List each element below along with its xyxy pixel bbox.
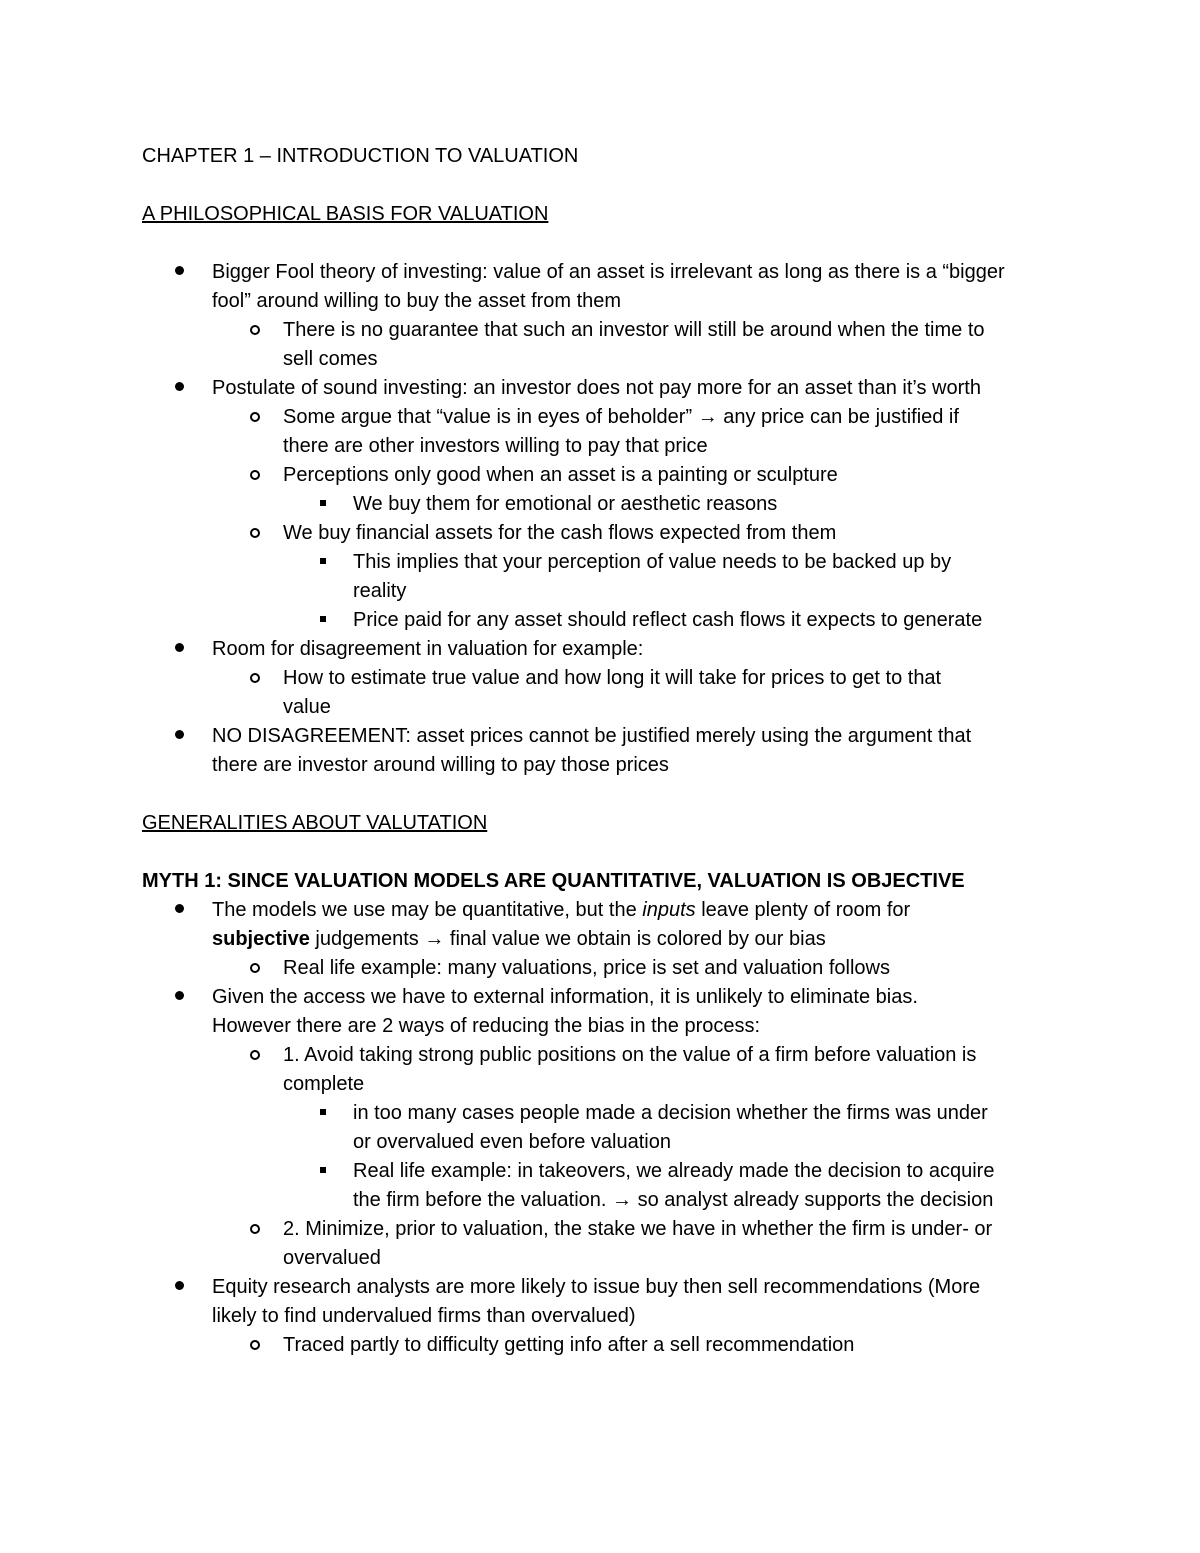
bullet-ring-icon [250, 325, 260, 335]
section-heading-generalities: GENERALITIES ABOUT VALUTATION [142, 812, 488, 834]
list-item: 1. Avoid taking strong public positions on the value of a firm before valuation is [283, 1044, 977, 1066]
list-item-text: leave plenty of room for [701, 899, 911, 921]
bullet-ring-icon [250, 1050, 260, 1060]
list-item: Perceptions only good when an asset is a painting or sculpture [283, 464, 838, 486]
arrow-right-icon: → [697, 406, 718, 428]
list-item-continuation: likely to find undervalued firms than overvalued) [212, 1305, 636, 1327]
list-item-text: final value we obtain is colored by our bias [449, 928, 826, 950]
list-item-text: The models we use may be quantitative, but the [212, 899, 637, 921]
list-item: Real life example: many valuations, price is set and valuation follows [283, 957, 890, 979]
list-item-continuation: However there are 2 ways of reducing the bias in the process: [212, 1015, 761, 1037]
list-item-continuation: complete [283, 1073, 365, 1095]
bullet-ring-icon [250, 528, 260, 538]
bullet-dot-icon [175, 382, 184, 391]
bullet-square-icon [320, 500, 326, 506]
list-item-text: Some argue that “value is in eyes of beholder” [283, 406, 693, 428]
bullet-dot-icon [175, 1281, 184, 1290]
bullet-dot-icon [175, 643, 184, 652]
list-item: Price paid for any asset should reflect cash flows it expects to generate [353, 609, 983, 631]
list-item-continuation: fool” around willing to buy the asset from them [212, 290, 622, 312]
list-item-text: judgements [315, 928, 419, 950]
list-item: in too many cases people made a decision whether the firms was under [353, 1102, 988, 1124]
bullet-ring-icon [250, 470, 260, 480]
list-item: Traced partly to difficulty getting info after a sell recommendation [283, 1334, 855, 1356]
bullet-dot-icon [175, 730, 184, 739]
list-item-continuation [353, 1186, 993, 1215]
list-item: This implies that your perception of value needs to be backed up by [353, 551, 952, 573]
chapter-title: CHAPTER 1 – INTRODUCTION TO VALUATION [142, 145, 579, 167]
list-item-text: so analyst already supports the decision [637, 1189, 994, 1211]
bullet-ring-icon [250, 1340, 260, 1350]
list-item: NO DISAGREEMENT: asset prices cannot be justified merely using the argument that [212, 725, 972, 747]
list-item [212, 896, 910, 925]
bullet-ring-icon [250, 673, 260, 683]
list-item-continuation: overvalued [283, 1247, 381, 1269]
list-item-continuation: there are investor around willing to pay those prices [212, 754, 669, 776]
list-item: How to estimate true value and how long it will take for prices to get to that [283, 667, 942, 689]
bullet-square-icon [320, 558, 326, 564]
list-item: Bigger Fool theory of investing: value of an asset is irrelevant as long as there is a “bigger [212, 261, 1005, 283]
arrow-right-icon: → [612, 1189, 633, 1211]
bullet-ring-icon [250, 963, 260, 973]
emphasis-text: inputs [642, 899, 696, 921]
list-item: Room for disagreement in valuation for example: [212, 638, 644, 660]
list-item: We buy financial assets for the cash flows expected from them [283, 522, 837, 544]
bullet-ring-icon [250, 1224, 260, 1234]
list-item: Postulate of sound investing: an investor does not pay more for an asset than it’s worth [212, 377, 981, 399]
list-item-continuation: or overvalued even before valuation [353, 1131, 671, 1153]
bullet-dot-icon [175, 991, 184, 1000]
list-item [283, 403, 959, 432]
list-item: There is no guarantee that such an investor will still be around when the time to [283, 319, 985, 341]
list-item-continuation: there are other investors willing to pay that price [283, 435, 708, 457]
bullet-dot-icon [175, 904, 184, 913]
list-item: Real life example: in takeovers, we already made the decision to acquire [353, 1160, 995, 1182]
list-item: 2. Minimize, prior to valuation, the stake we have in whether the firm is under- or [283, 1218, 993, 1240]
list-item-continuation: value [283, 696, 331, 718]
list-item-continuation: reality [353, 580, 407, 602]
bullet-square-icon [320, 1109, 326, 1115]
arrow-right-icon: → [424, 928, 445, 950]
list-item: Equity research analysts are more likely to issue buy then sell recommendations (More [212, 1276, 981, 1298]
list-item: We buy them for emotional or aesthetic reasons [353, 493, 778, 515]
list-item: Given the access we have to external information, it is unlikely to eliminate bias. [212, 986, 918, 1008]
myth-heading: MYTH 1: SINCE VALUATION MODELS ARE QUANTITATIVE, VALUATION IS OBJECTIVE [142, 870, 965, 892]
bullet-square-icon [320, 616, 326, 622]
emphasis-text: subjective [212, 928, 310, 950]
bullet-ring-icon [250, 412, 260, 422]
bullet-square-icon [320, 1167, 326, 1173]
list-item-text: any price can be justified if [723, 406, 959, 428]
list-item-text: the firm before the valuation. [353, 1189, 607, 1211]
section-heading-philosophical-basis: A PHILOSOPHICAL BASIS FOR VALUATION [142, 203, 549, 225]
list-item-continuation: sell comes [283, 348, 378, 370]
list-item-continuation [212, 925, 826, 954]
bullet-dot-icon [175, 266, 184, 275]
